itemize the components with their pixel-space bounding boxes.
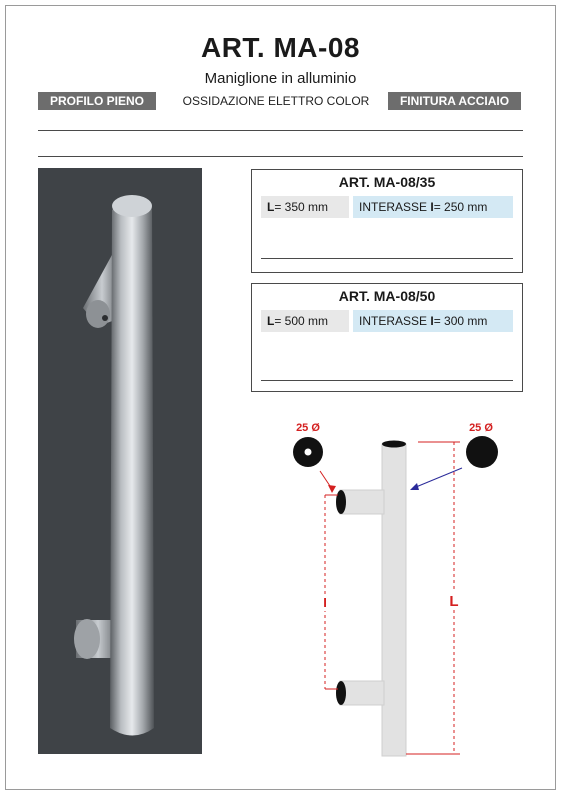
right-arrow-head bbox=[410, 483, 419, 490]
length-value: = 500 mm bbox=[274, 314, 329, 328]
profile-tag: PROFILO PIENO bbox=[38, 92, 156, 110]
interaxis-key: I bbox=[430, 200, 434, 214]
length-cell bbox=[261, 310, 349, 332]
length-cell bbox=[261, 196, 349, 218]
handle-photo-drawing bbox=[38, 168, 202, 754]
length-key: L bbox=[267, 200, 275, 214]
length-label: L bbox=[449, 593, 459, 610]
spec-box-ma-08-50 bbox=[251, 283, 523, 392]
technical-diagram bbox=[270, 415, 520, 765]
page-title: ART. MA-08 bbox=[200, 32, 360, 63]
interaxis-key: I bbox=[430, 314, 434, 328]
interaxis-cell bbox=[353, 310, 513, 332]
finish-tag: FINITURA ACCIAIO bbox=[388, 92, 521, 110]
divider-line bbox=[38, 130, 523, 131]
lower-post-end bbox=[336, 681, 346, 705]
spec-title: ART. MA-08/50 bbox=[338, 288, 436, 304]
left-section-label: 25 Ø bbox=[296, 422, 320, 434]
interaxis-cell bbox=[353, 196, 513, 218]
product-photo bbox=[38, 168, 202, 754]
left-arrow-head bbox=[328, 485, 336, 493]
length-value: = 350 mm bbox=[274, 200, 329, 214]
interaxis-value: = 300 mm bbox=[433, 314, 488, 328]
oxidation-tag: OSSIDAZIONE ELETTRO COLOR bbox=[182, 94, 370, 108]
interaxis-label: INTERASSE bbox=[359, 314, 431, 328]
bar-top-end bbox=[382, 441, 406, 448]
length-key: L bbox=[267, 314, 275, 328]
upper-post bbox=[340, 490, 384, 514]
right-section-arrow bbox=[416, 468, 462, 487]
interaxis-label: I bbox=[323, 595, 327, 610]
handle-bar bbox=[382, 444, 406, 756]
spec-box-ma-08-35 bbox=[251, 169, 523, 273]
spec-underline bbox=[261, 258, 513, 259]
solid-section-icon bbox=[466, 436, 498, 468]
right-section-label: 25 Ø bbox=[469, 422, 493, 434]
lower-post bbox=[340, 681, 384, 705]
upper-post-end bbox=[336, 490, 346, 514]
spec-title: ART. MA-08/35 bbox=[338, 174, 436, 190]
interaxis-value: = 250 mm bbox=[433, 200, 488, 214]
page-subtitle: Maniglione in alluminio bbox=[204, 70, 357, 87]
divider-line bbox=[38, 156, 523, 157]
interaxis-label: INTERASSE bbox=[359, 200, 431, 214]
hollow-section-hole bbox=[305, 449, 312, 456]
spec-underline bbox=[261, 380, 513, 381]
